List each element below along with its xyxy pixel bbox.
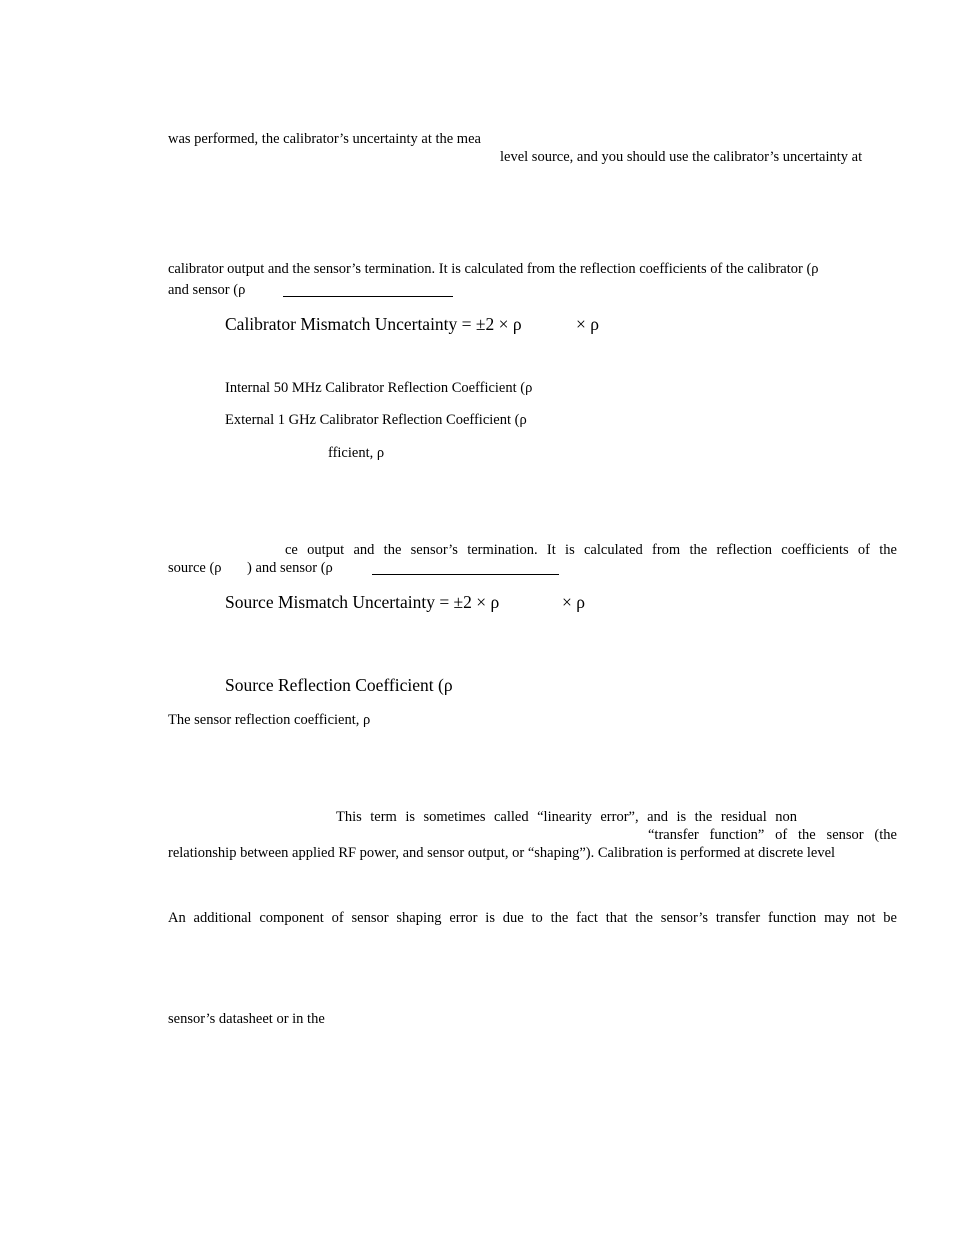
word: component [259, 910, 324, 926]
word: not [856, 910, 876, 926]
word: error”, [600, 809, 639, 825]
word: calculated [583, 542, 643, 558]
sensor-coefficient-item: fficient, ρ [328, 445, 385, 461]
source-reflection-item: Source Reflection Coefficient (ρ [225, 675, 453, 695]
word: be [883, 910, 897, 926]
word: non [775, 809, 797, 825]
word: fact [576, 910, 598, 926]
word: sensor [826, 827, 864, 843]
paragraph-line: was performed, the calibrator’s uncertainty at the mea [168, 131, 481, 147]
word: ce [285, 542, 298, 558]
word: from [652, 542, 681, 558]
word: of [857, 542, 871, 558]
word: is [485, 910, 495, 926]
paragraph-line: and sensor (ρ [168, 282, 246, 298]
word: the [694, 809, 713, 825]
paragraph-line: source (ρ [168, 560, 222, 576]
word: (the [874, 827, 897, 843]
underline-rule [372, 574, 559, 575]
word: output [307, 542, 345, 558]
word: the [879, 542, 897, 558]
word: is [405, 809, 415, 825]
word: “linearity [537, 809, 592, 825]
word: shaping [396, 910, 442, 926]
word: and [353, 542, 375, 558]
word: sometimes [423, 809, 486, 825]
word: the [635, 910, 653, 926]
word: This [336, 809, 362, 825]
word: is [676, 809, 687, 825]
source-mismatch-equation: Source Mismatch Uncertainty = ±2 × ρ [225, 592, 500, 612]
word: termination. [467, 542, 538, 558]
word: transfer [715, 910, 761, 926]
word: the [550, 910, 569, 926]
word: error [449, 910, 478, 926]
underline-rule [283, 296, 453, 297]
paragraph-line-justified [648, 826, 897, 844]
word: additional [193, 910, 252, 926]
paragraph-line: level source, and you should use the calibrator’s uncertainty at [500, 149, 863, 165]
word: It [546, 542, 556, 558]
calibrator-mismatch-equation: Calibrator Mismatch Uncertainty = ±2 × ρ [225, 314, 522, 334]
internal-calibrator-item: Internal 50 MHz Calibrator Reflection Coefficient (ρ [225, 380, 533, 396]
word: of [331, 910, 344, 926]
paragraph-line: The sensor reflection coefficient, ρ [168, 712, 371, 728]
word: the [689, 542, 708, 558]
word: that [605, 910, 628, 926]
word: may [824, 910, 850, 926]
word: is [565, 542, 575, 558]
word: coefficients [781, 542, 849, 558]
word: due [502, 910, 524, 926]
paragraph-line: calibrator output and the sensor’s termination. It is calculated from the reflection coefficients of the calibrator (ρ [168, 261, 819, 277]
word: An [168, 910, 186, 926]
word: residual [720, 809, 767, 825]
source-mismatch-equation-tail: × ρ [562, 592, 585, 612]
paragraph-line: ) and sensor (ρ [247, 560, 333, 576]
word: the [798, 827, 816, 843]
word: of [775, 827, 788, 843]
paragraph-line: sensor’s datasheet or in the [168, 1011, 325, 1027]
word: sensor’s [410, 542, 458, 558]
paragraph-line-justified [285, 541, 897, 559]
word: to [531, 910, 543, 926]
word: sensor’s [660, 910, 709, 926]
external-calibrator-item: External 1 GHz Calibrator Reflection Coefficient (ρ [225, 412, 527, 428]
word: function [767, 910, 817, 926]
paragraph-line-justified [336, 808, 797, 826]
word: function” [709, 827, 765, 843]
word: “transfer [648, 827, 699, 843]
paragraph-line: relationship between applied RF power, and sensor output, or “shaping”). Calibration is performed at discrete level [168, 845, 836, 861]
word: the [383, 542, 402, 558]
word: sensor [351, 910, 389, 926]
word: called [494, 809, 529, 825]
word: and [647, 809, 669, 825]
word: term [370, 809, 397, 825]
calibrator-mismatch-equation-tail: × ρ [576, 314, 599, 334]
word: reflection [716, 542, 773, 558]
paragraph-line-justified [168, 909, 897, 927]
